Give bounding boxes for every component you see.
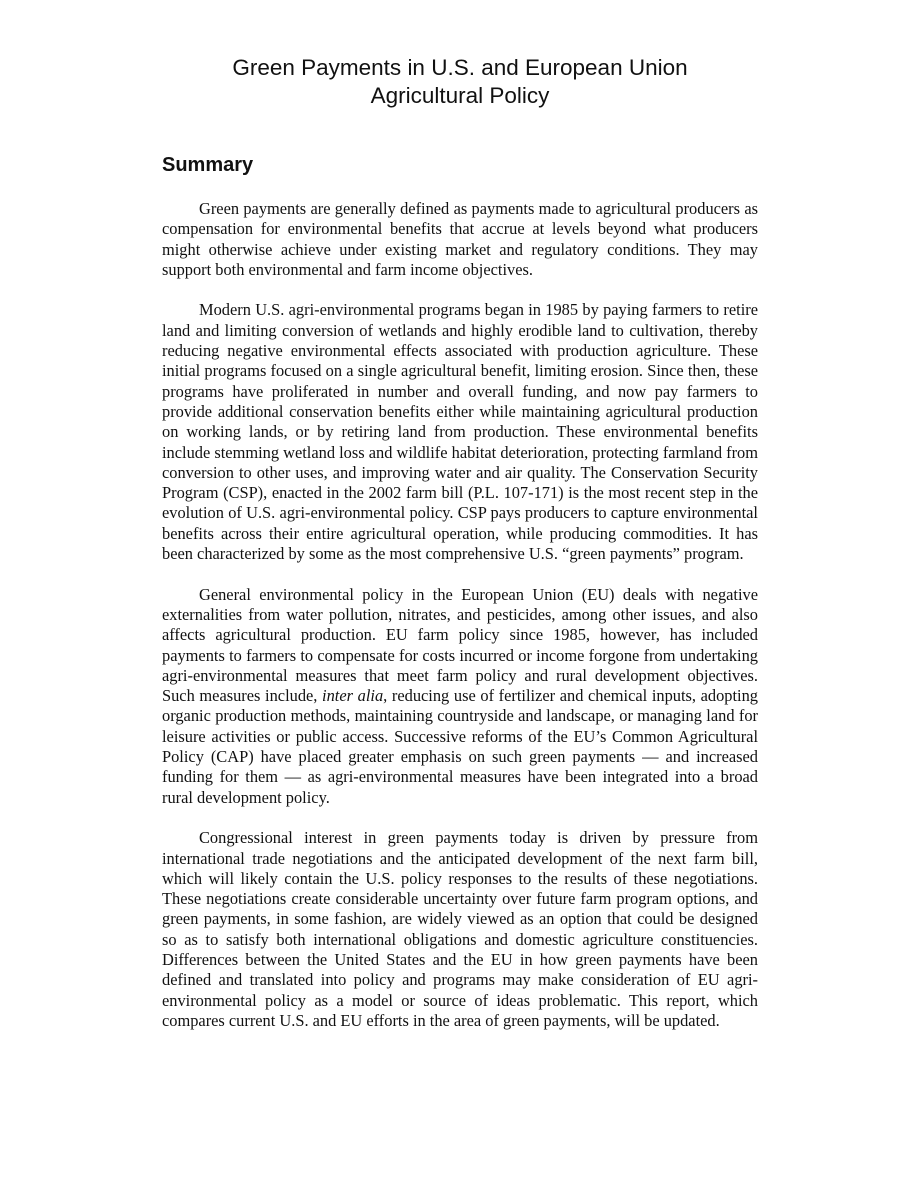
summary-paragraph-1: Green payments are generally defined as payments made to agricultural producers as compensation for environmental benefits that accrue at levels beyond what producers might otherwise achieve under existing market and regulatory conditions. They may support both environmental and farm income objectives. [162,199,758,279]
title-line-2: Agricultural Policy [370,83,550,108]
paragraph-3-italic-term: inter alia [322,686,384,706]
section-heading-summary: Summary [162,154,254,176]
paragraph-3-text-before: General environmental policy in the European Union (EU) deals with negative externalities from water pollution, nitrates, and pesticides, among other issues, and also affects agricultural production. EU farm policy since 1985, however, has included payments to farmers to compensate for costs incurred or income forgone from undertaking agri-environmental measures that meet farm policy and rural development objectives. Such measures include, [162,584,758,706]
title-line-1: Green Payments in U.S. and European Union [232,55,688,80]
summary-paragraph-3 [162,585,758,808]
document-title [162,54,758,110]
summary-paragraph-4: Congressional interest in green payments today is driven by pressure from international trade negotiations and the anticipated development of the next farm bill, which will likely contain the U.S. policy responses to the results of these negotiations. These negotiations create considerable uncertainty over future farm program options, and green payments, in some fashion, are widely viewed as an option that could be designed so as to satisfy both international obligations and domestic agriculture constituencies. Differences between the United States and the EU in how green payments have been defined and translated into policy and programs may make consideration of EU agri-environmental policy as a model or source of ideas problematic. This report, which compares current U.S. and EU efforts in the area of green payments, will be updated. [162,828,758,1030]
paragraph-3-text-after: , reducing use of fertilizer and chemical inputs, adopting organic production methods, maintaining countryside and landscape, or managing land for leisure activities or public access. Successive reforms of the EU’s Common Agricultural Policy (CAP) have placed greater emphasis on such green payments — and increased funding for them — as agri-environmental measures have been integrated into a broad rural development policy. [162,686,758,807]
document-page [162,54,758,1031]
summary-paragraph-2: Modern U.S. agri-environmental programs began in 1985 by paying farmers to retire land and limiting conversion of wetlands and highly erodible land to cultivation, thereby reducing negative environmental effects associated with production agriculture. These initial programs focused on a single agricultural benefit, limiting erosion. Since then, these programs have proliferated in number and overall funding, and now pay farmers to provide additional conservation benefits either while maintaining agricultural production on working lands, or by retiring land from production. These environmental benefits include stemming wetland loss and wildlife habitat deterioration, protecting farmland from conversion to other uses, and improving water and air quality. The Conservation Security Program (CSP), enacted in the 2002 farm bill (P.L. 107-171) is the most recent step in the evolution of U.S. agri-environmental policy. CSP pays producers to capture environmental benefits across their entire agricultural operation, while producing commodities. It has been characterized by some as the most comprehensive U.S. “green payments” program. [162,300,758,564]
